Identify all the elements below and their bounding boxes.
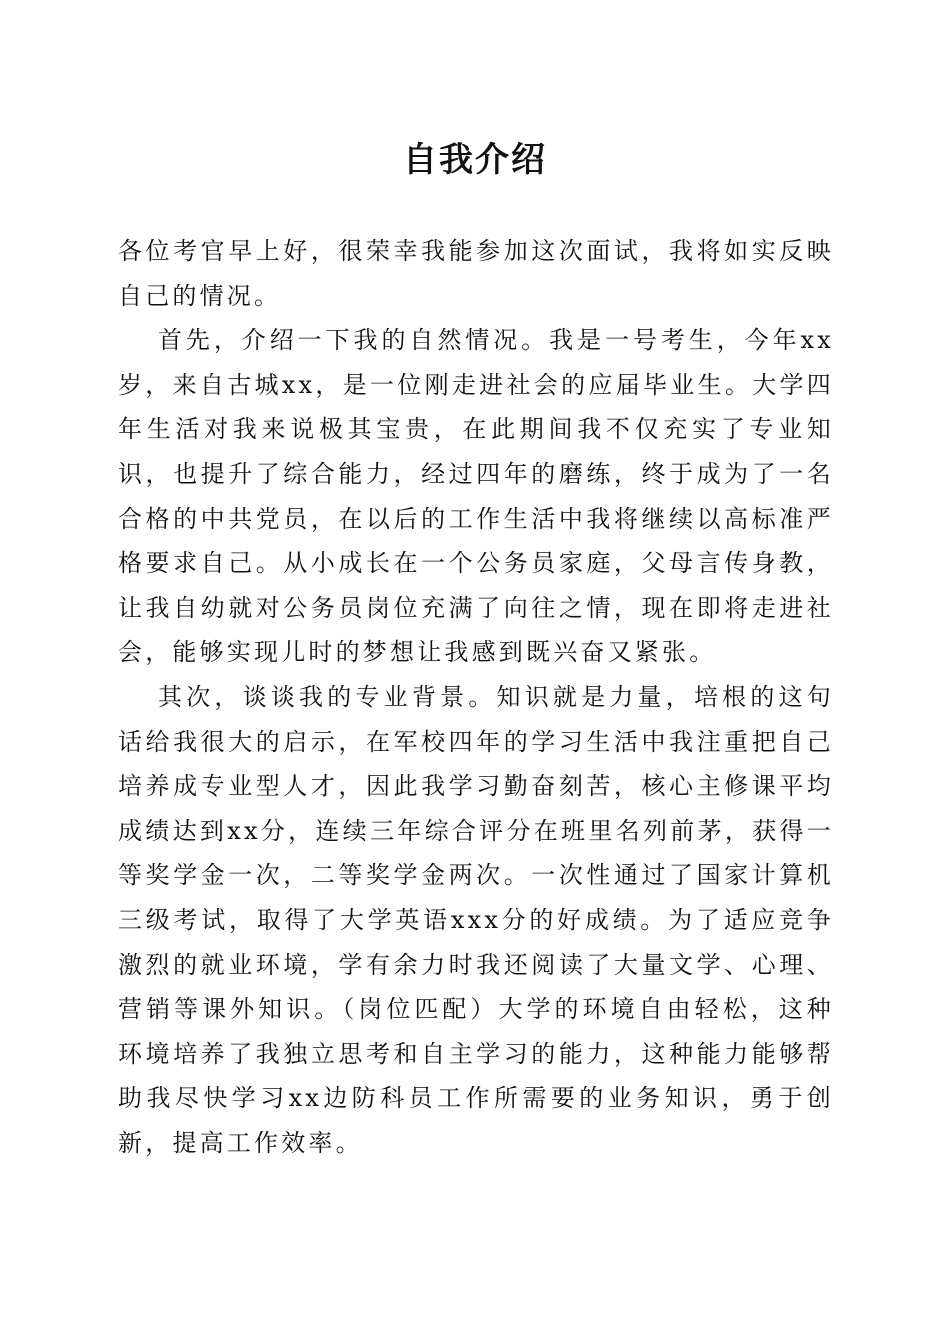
document-title: 自我介绍 [403,140,547,180]
paragraph-greeting: 各位考官早上好，很荣幸我能参加这次面试，我将如实反映自己的情况。 [118,237,834,310]
paragraph-professional-background: 其次，谈谈我的专业背景。知识就是力量，培根的这句话给我很大的启示，在军校四年的学习生活中我注重把自己培养成专业型人才，因此我学习勤奋刻苦，核心主修课平均成绩达到xx分，连续三年综合评分在班里名列前茅，获得一等奖学金一次，二等奖学金两次。一次性通过了国家计算机三级考试，取得了大学英语xxx分的好成绩。为了适应竞争激烈的就业环境，学有余力时我还阅读了大量文学、心理、营销等课外知识。（岗位匹配）大学的环境自由轻松，这种环境培养了我独立思考和自主学习的能力，这种能力能够帮助我尽快学习xx边防科员工作所需要的业务知识，勇于创新，提高工作效率。 [118,682,834,1157]
document-body [118,229,834,1165]
paragraph-personal-info: 首先，介绍一下我的自然情况。我是一号考生，今年xx岁，来自古城xx，是一位刚走进社会的应届毕业生。大学四年生活对我来说极其宝贵，在此期间我不仅充实了专业知识，也提升了综合能力，经过四年的磨练，终于成为了一名合格的中共党员，在以后的工作生活中我将继续以高标准严格要求自己。从小成长在一个公务员家庭，父母言传身教，让我自幼就对公务员岗位充满了向往之情，现在即将走进社会，能够实现儿时的梦想让我感到既兴奋又紧张。 [118,326,834,667]
